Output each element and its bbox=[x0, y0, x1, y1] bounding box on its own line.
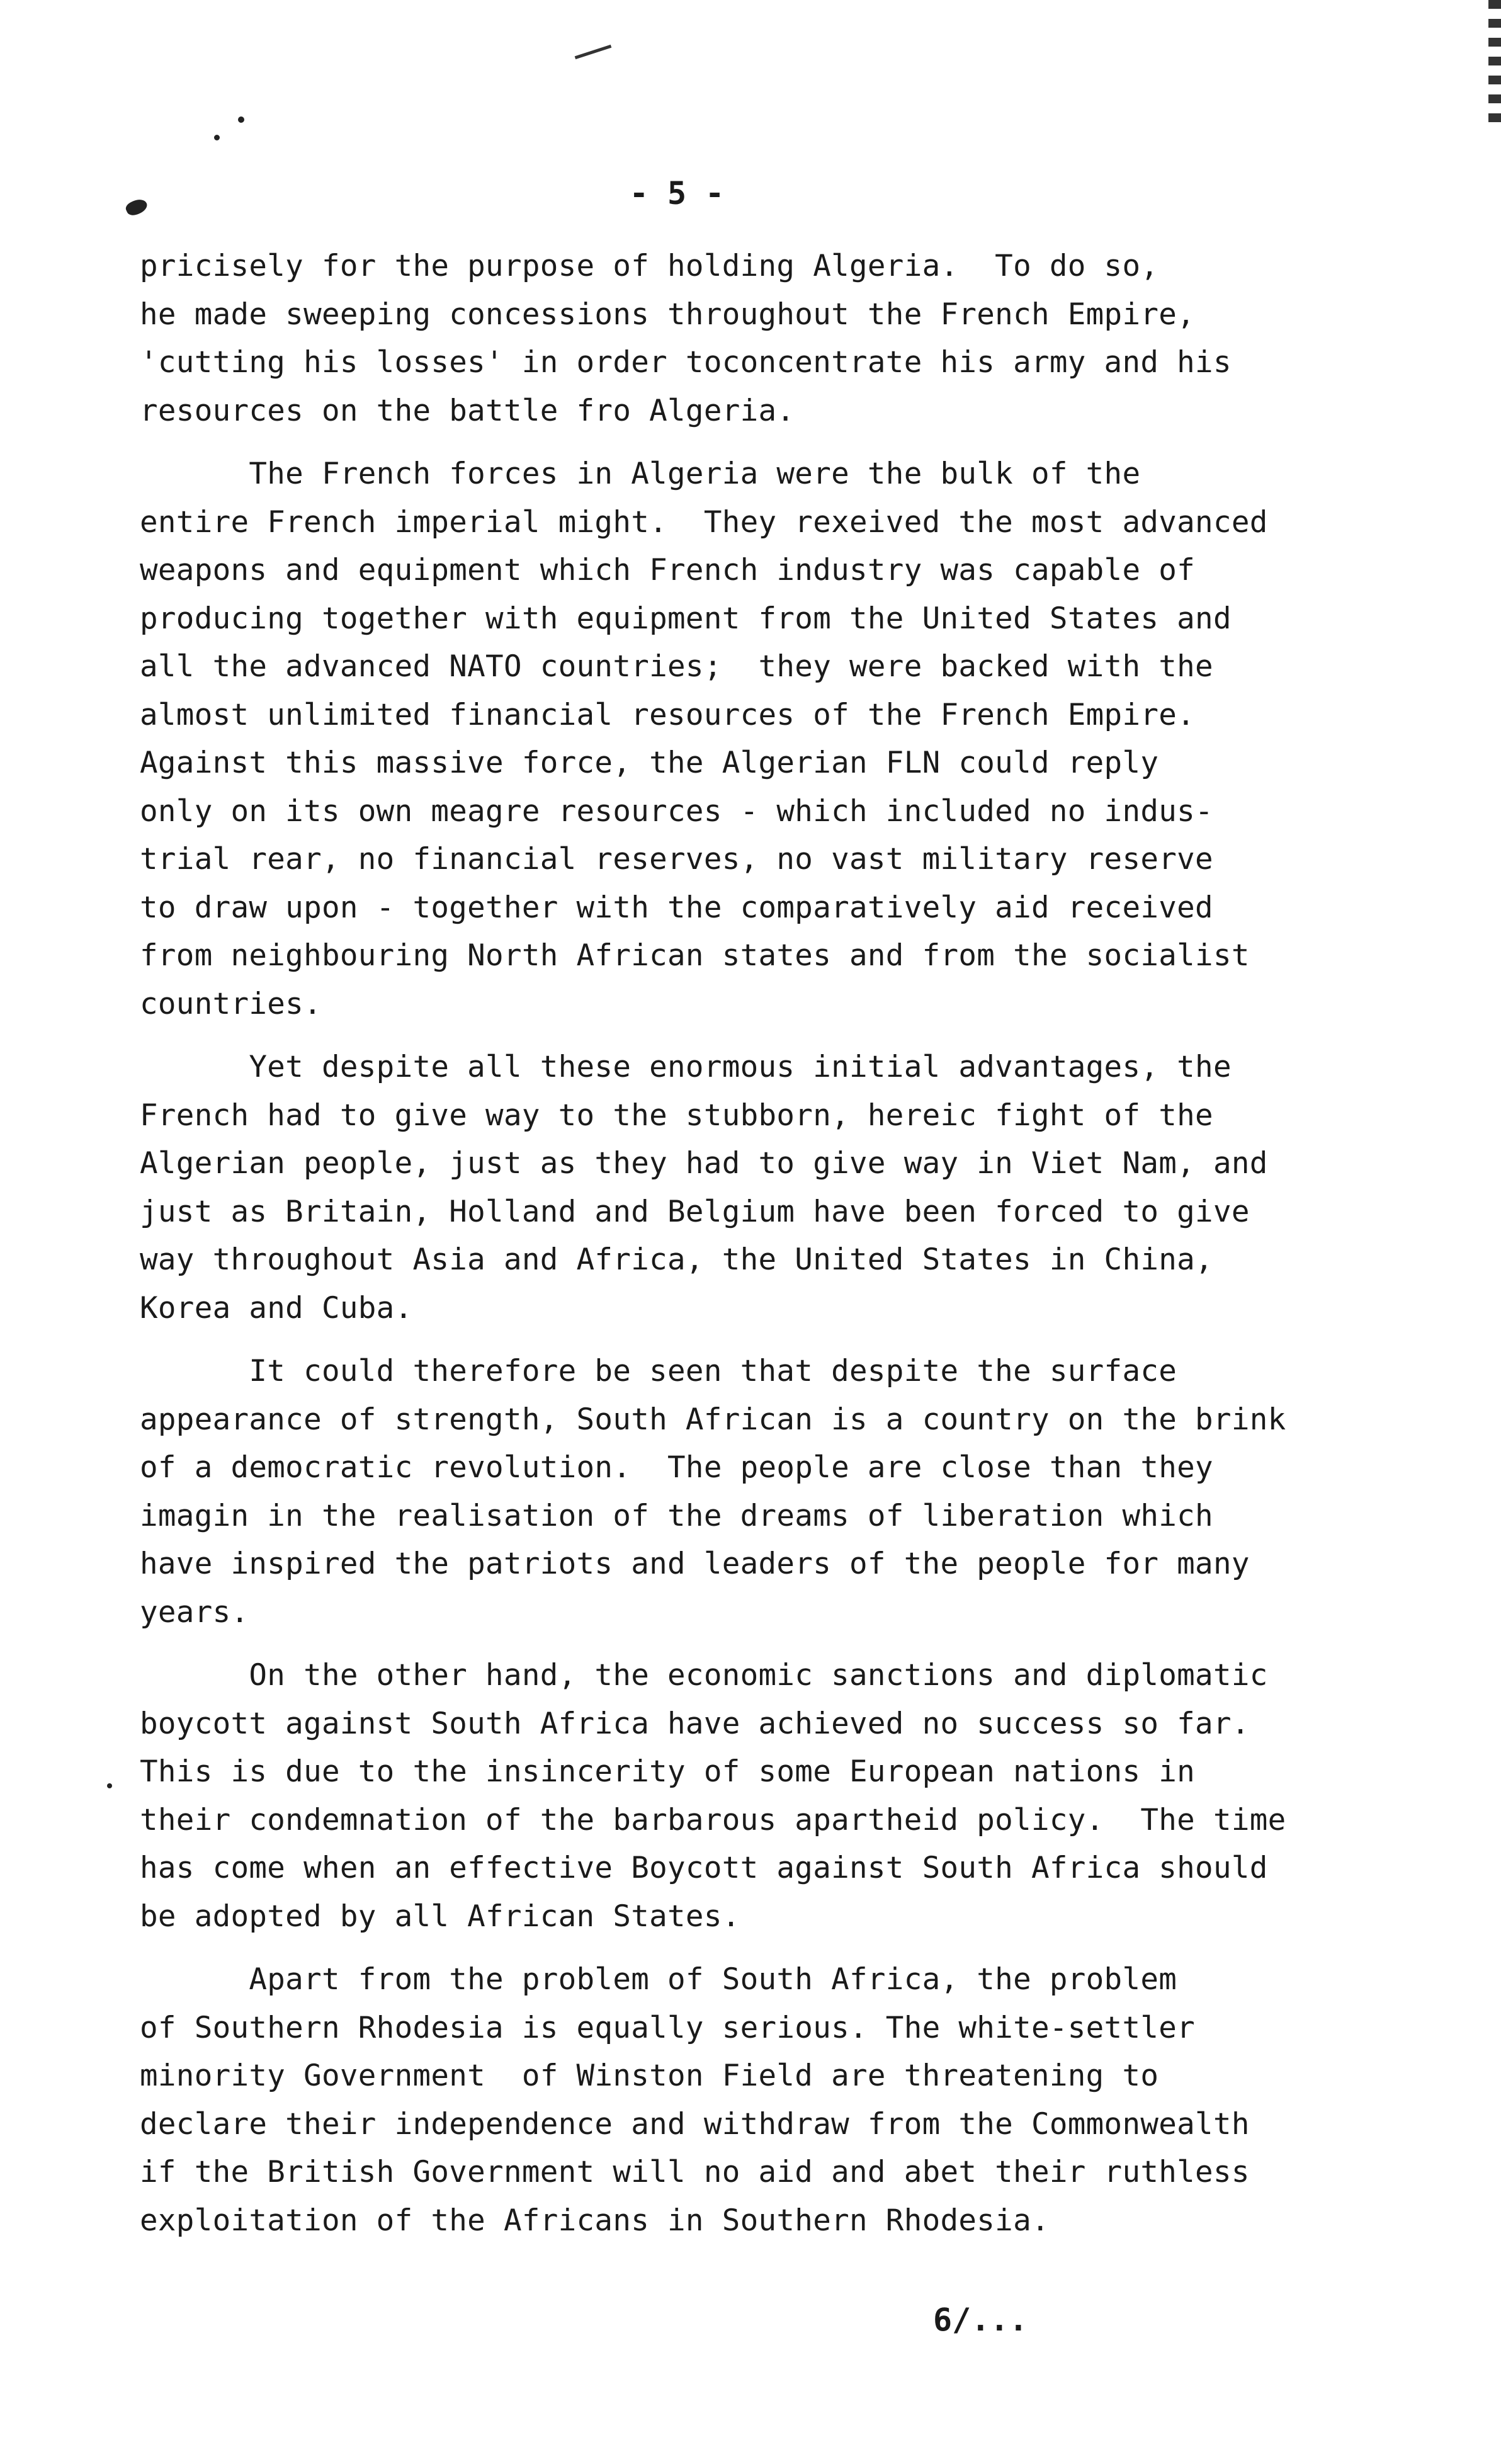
paragraph bbox=[140, 1652, 1405, 1941]
text-line: The French forces in Algeria were the bulk of the bbox=[140, 457, 1141, 491]
text-line: 'cutting his losses' in order toconcentrate his army and his bbox=[140, 345, 1232, 380]
text-line: he made sweeping concessions throughout the French Empire, bbox=[140, 297, 1196, 332]
text-line: Algerian people, just as they had to give way in Viet Nam, and bbox=[140, 1146, 1268, 1181]
text-line: French had to give way to the stubborn, hereic fight of the bbox=[140, 1098, 1213, 1133]
text-line: years. bbox=[140, 1594, 249, 1630]
text-line: from neighbouring North African states and from the socialist bbox=[140, 938, 1250, 973]
text-line: just as Britain, Holland and Belgium have been forced to give bbox=[140, 1194, 1250, 1229]
text-line: be adopted by all African States. bbox=[140, 1899, 740, 1934]
text-line: pricisely for the purpose of holding Algeria. To do so, bbox=[140, 249, 1159, 283]
text-line: has come when an effective Boycott against South Africa should bbox=[140, 1851, 1268, 1885]
paragraph-gap bbox=[140, 1637, 1405, 1652]
text-line: only on its own meagre resources - which included no indus- bbox=[140, 793, 1213, 829]
text-line: This is due to the insincerity of some European nations in bbox=[140, 1754, 1196, 1789]
paragraph bbox=[140, 1956, 1405, 2245]
text-line: of Southern Rhodesia is equally serious. The white-settler bbox=[140, 2010, 1196, 2045]
text-line: Yet despite all these enormous initial advantages, the bbox=[140, 1050, 1232, 1084]
text-line: declare their independence and withdraw from the Commonwealth bbox=[140, 2106, 1250, 2142]
text-line: if the British Government will no aid and abet their ruthless bbox=[140, 2155, 1250, 2189]
scan-mark bbox=[107, 1783, 112, 1788]
paragraph bbox=[140, 242, 1405, 435]
paragraph-gap bbox=[140, 1941, 1405, 1956]
text-line: appearance of strength, South African is a country on the brink bbox=[140, 1402, 1286, 1437]
text-line: of a democratic revolution. The people are close than they bbox=[140, 1450, 1213, 1485]
text-line: It could therefore be seen that despite the surface bbox=[140, 1354, 1177, 1388]
text-line: have inspired the patriots and leaders of the people for many bbox=[140, 1547, 1250, 1581]
text-line: resources on the battle fro Algeria. bbox=[140, 393, 795, 428]
text-line: boycott against South Africa have achieved no success so far. bbox=[140, 1706, 1250, 1741]
text-line: all the advanced NATO countries; they were backed with the bbox=[140, 649, 1213, 684]
text-line: Korea and Cuba. bbox=[140, 1290, 413, 1326]
text-line: way throughout Asia and Africa, the United States in China, bbox=[140, 1242, 1213, 1277]
text-line: Against this massive force, the Algerian FLN could reply bbox=[140, 746, 1159, 780]
paragraph-gap bbox=[140, 435, 1405, 450]
scan-mark bbox=[238, 116, 244, 123]
paragraph-gap bbox=[140, 1028, 1405, 1043]
text-line: minority Government of Winston Field are threatening to bbox=[140, 2058, 1159, 2093]
page-number: - 5 - bbox=[629, 175, 725, 212]
document-body bbox=[140, 242, 1405, 2245]
scan-mark bbox=[214, 135, 220, 140]
text-line: On the other hand, the economic sanctions and diplomatic bbox=[140, 1658, 1268, 1693]
scan-edge-mark bbox=[1488, 0, 1501, 126]
text-line: entire French imperial might. They rexeived the most advanced bbox=[140, 504, 1268, 540]
text-line: countries. bbox=[140, 986, 322, 1021]
text-line: imagin in the realisation of the dreams of liberation which bbox=[140, 1498, 1213, 1533]
text-line: weapons and equipment which French industry was capable of bbox=[140, 553, 1196, 588]
text-line: producing together with equipment from the United States and bbox=[140, 601, 1232, 636]
paragraph bbox=[140, 1043, 1405, 1332]
text-line: to draw upon - together with the comparatively aid received bbox=[140, 890, 1213, 925]
paragraph-gap bbox=[140, 1332, 1405, 1348]
text-line: their condemnation of the barbarous apartheid policy. The time bbox=[140, 1802, 1286, 1837]
text-line: exploitation of the Africans in Southern Rhodesia. bbox=[140, 2203, 1050, 2238]
paragraph bbox=[140, 1348, 1405, 1637]
paragraph bbox=[140, 450, 1405, 1028]
scan-mark bbox=[575, 45, 612, 59]
text-line: Apart from the problem of South Africa, the problem bbox=[140, 1962, 1177, 1997]
continuation-marker: 6/... bbox=[933, 2302, 1028, 2338]
text-line: almost unlimited financial resources of the French Empire. bbox=[140, 697, 1196, 732]
text-line: trial rear, no financial reserves, no vast military reserve bbox=[140, 842, 1213, 877]
